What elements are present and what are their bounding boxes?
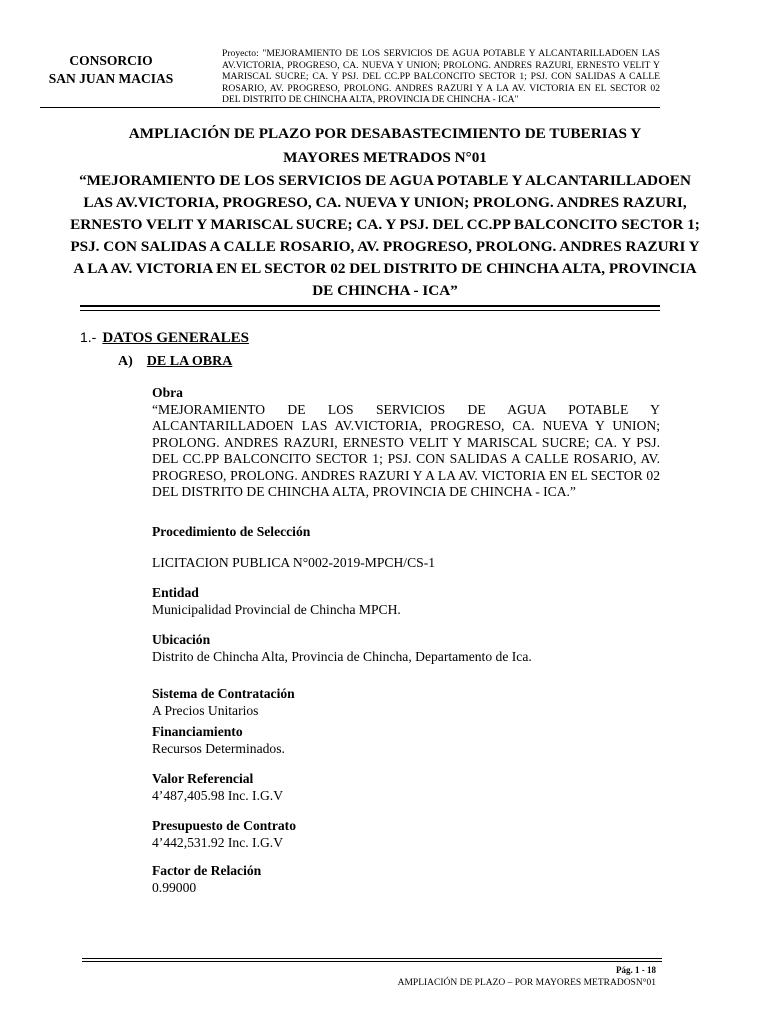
field-value: LICITACION PUBLICA N°002-2019-MPCH/CS-1 <box>152 554 436 570</box>
field-ubicacion <box>152 632 660 665</box>
company-name <box>36 52 186 88</box>
field-valor-referencial <box>152 771 660 804</box>
field-procedimiento <box>152 524 660 571</box>
footer-divider-thin <box>82 961 662 962</box>
company-line-2: SAN JUAN MACIAS <box>48 71 174 86</box>
field-sistema <box>152 686 660 719</box>
subsection-label: DE LA OBRA <box>146 354 233 369</box>
field-value: Municipalidad Provincial de Chincha MPCH. <box>152 601 401 617</box>
footer-text: AMPLIACIÓN DE PLAZO – POR MAYORES METRADOSN°01 <box>397 978 656 988</box>
field-value: 0.99000 <box>152 879 197 895</box>
field-label: Ubicación <box>152 632 211 647</box>
company-line-1: CONSORCIO <box>69 53 153 68</box>
field-label: Obra <box>152 385 183 400</box>
field-label: Financiamiento <box>152 724 243 739</box>
header-project: Proyecto: "MEJORAMIENTO DE LOS SERVICIOS DE AGUA POTABLE Y ALCANTARILLADOEN LAS AV.VICTORIA, PROGRESO, CA. NUEVA Y UNION; PROLONG. ANDRES RAZURI, ERNESTO VELIT Y MARISCAL SUCRE; CA. Y PSJ. DEL CC.PP BALCONCITO SECTOR 1; PSJ. CON SALIDAS A CALLE ROSARIO, AV. PROGRESO, PROLONG. ANDRES RAZURI Y A LA AV. VICTORIA EN EL SECTOR 02 DEL DISTRITO DE CHINCHA ALTA, PROVINCIA DE CHINCHA - ICA" <box>222 48 660 106</box>
section-datos-generales <box>80 329 249 347</box>
subsection-de-la-obra <box>118 354 232 370</box>
field-entidad <box>152 585 660 618</box>
field-value: Recursos Determinados. <box>152 740 285 756</box>
field-value: A Precios Unitarios <box>152 702 259 718</box>
field-presupuesto <box>152 818 660 851</box>
title-project-name: “MEJORAMIENTO DE LOS SERVICIOS DE AGUA POTABLE Y ALCANTARILLADOEN LAS AV.VICTORIA, PROGRESO, CA. NUEVA Y UNION; PROLONG. ANDRES RAZURI, ERNESTO VELIT Y MARISCAL SUCRE; CA. Y PSJ. DEL CC.PP BALCONCITO SECTOR 1; PSJ. CON SALIDAS A CALLE ROSARIO, AV. PROGRESO, PROLONG. ANDRES RAZURI Y A LA AV. VICTORIA EN EL SECTOR 02 DEL DISTRITO DE CHINCHA ALTA, PROVINCIA DE CHINCHA - ICA” <box>70 172 700 299</box>
document-title <box>70 122 700 302</box>
field-financiamiento <box>152 724 660 757</box>
page-number: Pág. 1 - 18 <box>616 965 656 975</box>
field-label: Valor Referencial <box>152 771 254 786</box>
field-label: Procedimiento de Selección <box>152 524 311 539</box>
title-divider <box>80 305 660 307</box>
field-obra <box>152 385 660 501</box>
field-value: “MEJORAMIENTO DE LOS SERVICIOS DE AGUA POTABLE Y ALCANTARILLADOEN LAS AV.VICTORIA, PROGRESO, CA. NUEVA Y UNION; PROLONG. ANDRES RAZURI, ERNESTO VELIT Y MARISCAL SUCRE; CA. Y PSJ. DEL CC.PP BALCONCITO SECTOR 1; PSJ. CON SALIDAS A CALLE ROSARIO, AV. PROGRESO, PROLONG. ANDRES RAZURI Y A LA AV. VICTORIA EN EL SECTOR 02 DEL DISTRITO DE CHINCHA ALTA, PROVINCIA DE CHINCHA - ICA.” <box>152 401 660 499</box>
header-divider <box>40 107 660 108</box>
field-value: Distrito de Chincha Alta, Provincia de Chincha, Departamento de Ica. <box>152 648 532 664</box>
field-label: Factor de Relación <box>152 863 262 878</box>
footer-divider <box>82 958 662 959</box>
field-label: Entidad <box>152 585 199 600</box>
title-line-1: AMPLIACIÓN DE PLAZO POR DESABASTECIMIENTO DE TUBERIAS Y <box>128 125 642 142</box>
title-line-2: MAYORES METRADOS N°01 <box>283 149 487 166</box>
field-label: Sistema de Contratación <box>152 686 295 701</box>
section-label: DATOS GENERALES <box>102 330 249 346</box>
title-divider-thin <box>80 310 660 311</box>
field-factor <box>152 863 660 896</box>
field-label: Presupuesto de Contrato <box>152 818 296 833</box>
field-value: 4’487,405.98 Inc. I.G.V <box>152 787 284 803</box>
field-value: 4’442,531.92 Inc. I.G.V <box>152 834 284 850</box>
subsection-number: A) <box>118 354 133 369</box>
section-number: 1.- <box>80 329 97 345</box>
